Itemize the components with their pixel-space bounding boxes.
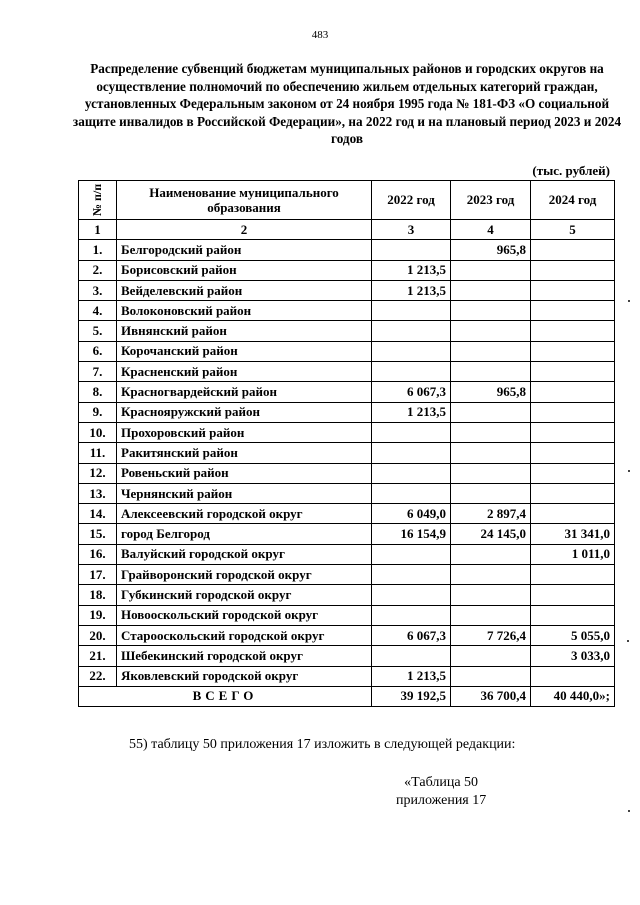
row-2024-cell (531, 260, 615, 280)
row-2022-cell: 1 213,5 (372, 260, 451, 280)
scan-dot (627, 640, 629, 642)
row-2022-cell (372, 544, 451, 564)
row-number-cell: 4. (79, 301, 117, 321)
row-2024-cell (531, 422, 615, 442)
row-2024-cell (531, 504, 615, 524)
row-number-cell: 18. (79, 585, 117, 605)
table-row (79, 260, 615, 280)
row-name-cell: Валуйский городской округ (117, 544, 372, 564)
row-number-cell: 2. (79, 260, 117, 280)
row-name-cell: Ивнянский район (117, 321, 372, 341)
row-2023-cell (451, 280, 531, 300)
table-row (79, 605, 615, 625)
subvention-table (78, 180, 615, 707)
row-2023-cell (451, 422, 531, 442)
row-2022-cell (372, 341, 451, 361)
row-2022-cell (372, 605, 451, 625)
row-2023-cell (451, 301, 531, 321)
units-label: (тыс. рублей) (532, 163, 610, 178)
row-name-cell: Яковлевский городской округ (117, 666, 372, 686)
total-2024: 40 440,0»; (531, 686, 615, 706)
row-name-cell: Краснояружский район (117, 402, 372, 422)
row-2022-cell (372, 565, 451, 585)
header-name: Наименование муниципального образования (117, 181, 372, 220)
row-2023-cell (451, 646, 531, 666)
row-number-cell: 10. (79, 422, 117, 442)
row-2024-cell (531, 463, 615, 483)
table-body (79, 240, 615, 687)
total-label: ВСЕГО (79, 686, 372, 706)
row-2024-cell (531, 443, 615, 463)
row-2023-cell (451, 321, 531, 341)
row-2022-cell (372, 422, 451, 442)
row-number-cell: 14. (79, 504, 117, 524)
row-number-cell: 19. (79, 605, 117, 625)
amendment-text: 55) таблицу 50 приложения 17 изложить в следующей редакции: (129, 737, 516, 752)
row-2023-cell (451, 341, 531, 361)
scan-dot (628, 300, 630, 302)
row-name-cell: Красногвардейский район (117, 382, 372, 402)
row-number-cell: 11. (79, 443, 117, 463)
table-row (79, 341, 615, 361)
row-number-cell: 16. (79, 544, 117, 564)
row-number-cell: 7. (79, 362, 117, 382)
row-2023-cell (451, 544, 531, 564)
row-name-cell: Старооскольский городской округ (117, 625, 372, 645)
row-2024-cell: 5 055,0 (531, 625, 615, 645)
row-2022-cell (372, 321, 451, 341)
row-name-cell: Прохоровский район (117, 422, 372, 442)
row-name-cell: Грайворонский городской округ (117, 565, 372, 585)
row-2022-cell (372, 646, 451, 666)
total-2022: 39 192,5 (372, 686, 451, 706)
table-row (79, 443, 615, 463)
row-number-cell: 1. (79, 240, 117, 260)
row-2024-cell (531, 666, 615, 686)
scan-dot (628, 810, 630, 812)
table-row (79, 240, 615, 260)
row-2022-cell (372, 240, 451, 260)
row-number-cell: 21. (79, 646, 117, 666)
row-2023-cell: 965,8 (451, 382, 531, 402)
row-2022-cell: 1 213,5 (372, 402, 451, 422)
row-2023-cell (451, 565, 531, 585)
row-name-cell: Шебекинский городской округ (117, 646, 372, 666)
row-2024-cell (531, 341, 615, 361)
row-number-cell: 15. (79, 524, 117, 544)
row-2023-cell (451, 585, 531, 605)
row-2024-cell (531, 362, 615, 382)
row-name-cell: Волоконовский район (117, 301, 372, 321)
row-2023-cell (451, 605, 531, 625)
row-2022-cell (372, 483, 451, 503)
row-number-cell: 9. (79, 402, 117, 422)
header-number: № п/п (79, 181, 117, 220)
table-row (79, 524, 615, 544)
table-reference-line: «Таблица 50 (404, 775, 479, 790)
row-2023-cell (451, 666, 531, 686)
table-row (79, 625, 615, 645)
table-row (79, 362, 615, 382)
table-row (79, 585, 615, 605)
row-2022-cell (372, 585, 451, 605)
row-2023-cell: 7 726,4 (451, 625, 531, 645)
table-row (79, 565, 615, 585)
document-title: Распределение субвенций бюджетам муниципальных районов и городских округов на осуществление полномочий по обеспечению жильем отдельных категорий граждан, установленных Федеральным законом от 24 ноября 1995 года № 181-ФЗ «О социальной защите инвалидов в Российской Федерации», на 2022 год и на плановый период 2023 и 2024 годов (72, 61, 622, 147)
row-2022-cell (372, 301, 451, 321)
row-number-cell: 20. (79, 625, 117, 645)
row-2022-cell (372, 362, 451, 382)
row-2024-cell: 3 033,0 (531, 646, 615, 666)
total-2023: 36 700,4 (451, 686, 531, 706)
row-number-cell: 5. (79, 321, 117, 341)
row-name-cell: город Белгород (117, 524, 372, 544)
table-row (79, 646, 615, 666)
row-2024-cell (531, 301, 615, 321)
table-row (79, 666, 615, 686)
row-number-cell: 22. (79, 666, 117, 686)
row-name-cell: Белгородский район (117, 240, 372, 260)
row-2023-cell: 965,8 (451, 240, 531, 260)
row-name-cell: Ровеньский район (117, 463, 372, 483)
row-2023-cell: 24 145,0 (451, 524, 531, 544)
table-reference-line: приложения 17 (396, 793, 487, 808)
scan-dot (628, 470, 630, 472)
row-name-cell: Корочанский район (117, 341, 372, 361)
row-number-cell: 3. (79, 280, 117, 300)
row-2022-cell: 1 213,5 (372, 280, 451, 300)
table-row (79, 504, 615, 524)
column-number-row (79, 220, 615, 240)
row-2024-cell (531, 585, 615, 605)
table-row (79, 402, 615, 422)
row-2023-cell: 2 897,4 (451, 504, 531, 524)
row-name-cell: Новооскольский городской округ (117, 605, 372, 625)
row-2024-cell (531, 483, 615, 503)
row-2022-cell: 6 067,3 (372, 382, 451, 402)
header-2024: 2024 год (531, 181, 615, 220)
table-row (79, 483, 615, 503)
row-name-cell: Красненский район (117, 362, 372, 382)
row-2024-cell: 1 011,0 (531, 544, 615, 564)
column-number: 2 (117, 220, 372, 240)
table-reference (396, 774, 486, 810)
row-2024-cell (531, 280, 615, 300)
column-number: 1 (79, 220, 117, 240)
row-2023-cell (451, 260, 531, 280)
row-name-cell: Ракитянский район (117, 443, 372, 463)
row-2023-cell (451, 443, 531, 463)
table-row (79, 463, 615, 483)
row-2024-cell: 31 341,0 (531, 524, 615, 544)
row-2023-cell (451, 402, 531, 422)
total-row (79, 686, 615, 706)
column-number: 4 (451, 220, 531, 240)
table-header-row (79, 181, 615, 220)
row-2022-cell: 1 213,5 (372, 666, 451, 686)
row-2022-cell (372, 443, 451, 463)
header-2023: 2023 год (451, 181, 531, 220)
row-name-cell: Чернянский район (117, 483, 372, 503)
table-row (79, 280, 615, 300)
row-2024-cell (531, 240, 615, 260)
row-name-cell: Алексеевский городской округ (117, 504, 372, 524)
table-row (79, 382, 615, 402)
row-2023-cell (451, 463, 531, 483)
row-number-cell: 17. (79, 565, 117, 585)
row-2024-cell (531, 402, 615, 422)
row-2023-cell (451, 362, 531, 382)
row-2022-cell (372, 463, 451, 483)
row-2022-cell: 6 067,3 (372, 625, 451, 645)
row-name-cell: Вейделевский район (117, 280, 372, 300)
row-number-cell: 6. (79, 341, 117, 361)
row-number-cell: 12. (79, 463, 117, 483)
row-2022-cell: 6 049,0 (372, 504, 451, 524)
row-number-cell: 13. (79, 483, 117, 503)
row-2024-cell (531, 605, 615, 625)
row-2023-cell (451, 483, 531, 503)
row-name-cell: Губкинский городской округ (117, 585, 372, 605)
table-row (79, 422, 615, 442)
page-number: 483 (311, 29, 329, 41)
header-2022: 2022 год (372, 181, 451, 220)
row-number-cell: 8. (79, 382, 117, 402)
row-2024-cell (531, 565, 615, 585)
row-2024-cell (531, 321, 615, 341)
column-number: 5 (531, 220, 615, 240)
column-number: 3 (372, 220, 451, 240)
table-row (79, 321, 615, 341)
table-row (79, 301, 615, 321)
row-name-cell: Борисовский район (117, 260, 372, 280)
row-2024-cell (531, 382, 615, 402)
row-2022-cell: 16 154,9 (372, 524, 451, 544)
table-row (79, 544, 615, 564)
